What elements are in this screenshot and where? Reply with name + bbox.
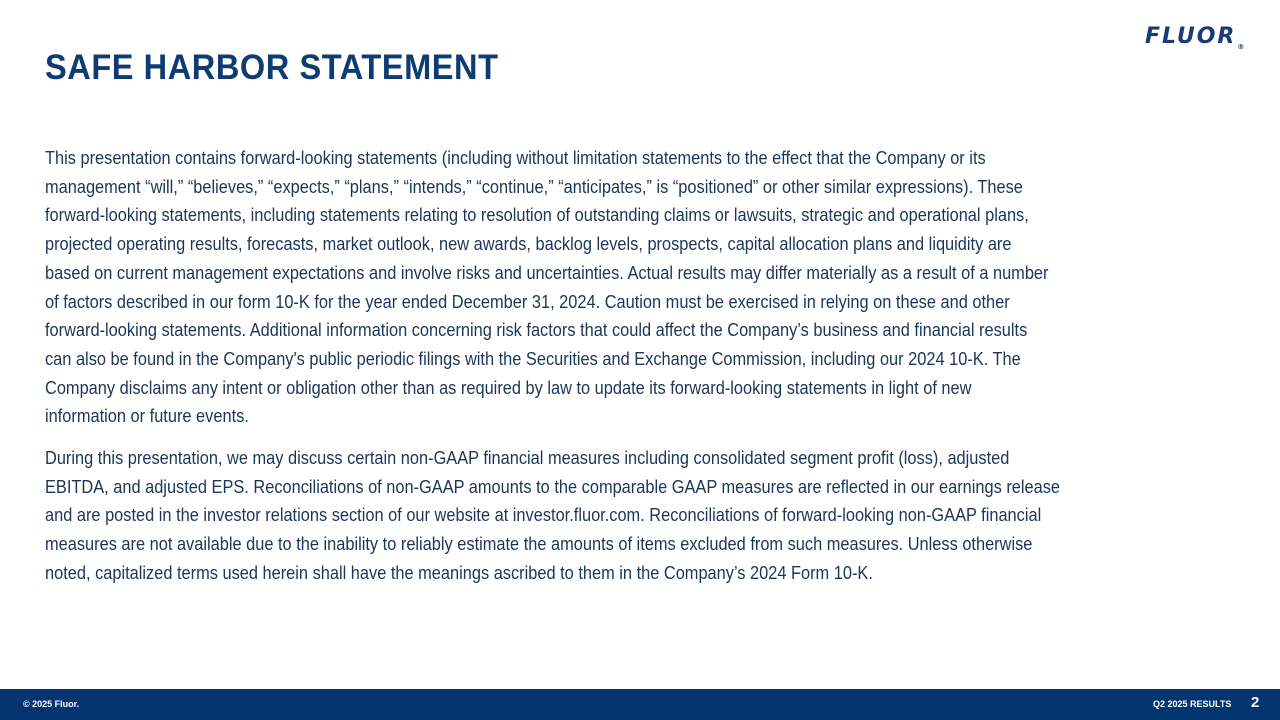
text-line: can also be found in the Company's public periodic filings with the Securities and Exchange Commission, including our 2024 10-K. The (45, 347, 1021, 369)
logo-text: FLUOR (1145, 24, 1237, 49)
footer-bar (0, 689, 1280, 720)
forward-looking-paragraph (45, 144, 1245, 431)
text-line: management “will,” “believes,” “expects,” “plans,” “intends,” “continue,” “anticipates,” is “positioned” or other similar expressions). These (45, 175, 1023, 197)
text-line: information or future events. (45, 405, 249, 427)
copyright: © 2025 Fluor. (23, 699, 80, 709)
text-line: projected operating results, forecasts, market outlook, new awards, backlog levels, prospects, capital allocation plans and liquidity are (45, 233, 1012, 255)
text-line: EBITDA, and adjusted EPS. Reconciliations of non-GAAP amounts to the comparable GAAP measures are reflected in our earnings release (45, 475, 1061, 497)
statement-body (45, 144, 1245, 588)
registered-mark: ® (1237, 43, 1245, 51)
text-line: During this presentation, we may discuss certain non-GAAP financial measures including consolidated segment profit (loss), adjusted (45, 447, 1010, 469)
text-line: forward-looking statements, including statements relating to resolution of outstanding claims or lawsuits, strategic and operational plans, (45, 204, 1029, 226)
text-line: and are posted in the investor relations section of our website at investor.fluor.com. Reconciliations of forward-looking non-GAAP financial (45, 504, 1042, 526)
text-line: forward-looking statements. Additional information concerning risk factors that could affect the Company’s business and financial results (45, 319, 1028, 341)
text-line: This presentation contains forward-looking statements (including without limitation statements to the effect that the Company or its (45, 147, 986, 168)
non-gaap-paragraph (45, 444, 1245, 588)
page-title: SAFE HARBOR STATEMENT (45, 48, 499, 87)
page-number: 2 (1251, 694, 1260, 711)
text-line: Company disclaims any intent or obligation other than as required by law to update its forward-looking statements in light of new (45, 376, 972, 398)
text-line: based on current management expectations and involve risks and uncertainties. Actual results may differ materially as a result of a number (45, 261, 1049, 283)
deck-label: Q2 2025 RESULTS (1153, 699, 1232, 709)
text-line: noted, capitalized terms used herein shall have the meanings ascribed to them in the Company’s 2024 Form 10-K. (45, 561, 873, 583)
fluor-logo (1145, 24, 1244, 51)
text-line: measures are not available due to the inability to reliably estimate the amounts of items excluded from such measures. Unless otherwise (45, 533, 1033, 555)
text-line: of factors described in our form 10-K for the year ended December 31, 2024. Caution must be exercised in relying on these and other (45, 290, 1010, 312)
